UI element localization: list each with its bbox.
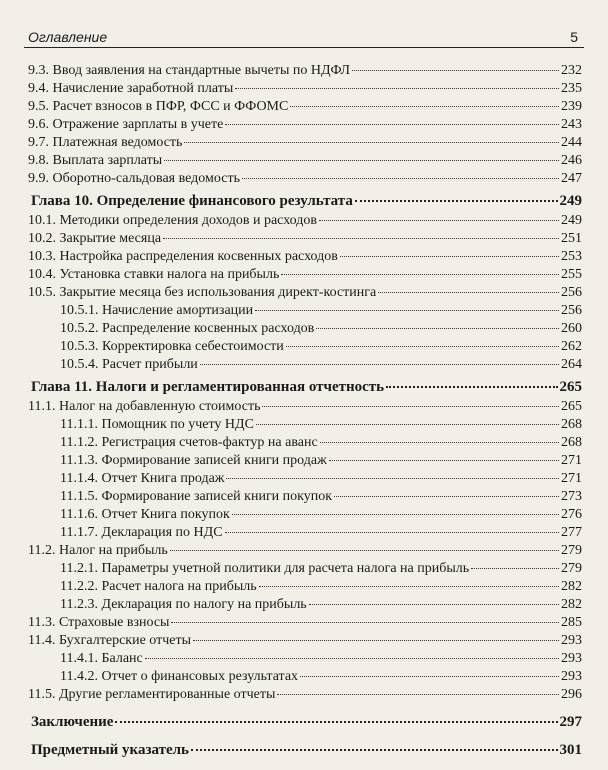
- toc-entry-title: 9.9. Оборотно-сальдовая ведомость: [28, 171, 240, 186]
- toc-entry-page: 293: [561, 633, 582, 648]
- toc-entry[interactable]: [60, 302, 582, 319]
- toc-entry-title: 10.5. Закрытие месяца без использования директ-костинга: [28, 285, 377, 300]
- toc-entry-title: 11.1.1. Помощник по учету НДС: [60, 417, 254, 432]
- toc-entry-page: 265: [561, 399, 582, 414]
- toc-entry-title: 9.5. Расчет взносов в ПФР, ФСС и ФФОМС: [28, 99, 289, 114]
- dot-leader: [471, 568, 559, 569]
- toc-entry[interactable]: [28, 152, 582, 169]
- dot-leader: [259, 586, 559, 587]
- dot-leader: [193, 640, 559, 641]
- dot-leader: [200, 364, 559, 365]
- toc-entry[interactable]: [60, 560, 582, 577]
- toc-entry-page: 264: [561, 357, 582, 372]
- toc-entry[interactable]: [60, 452, 582, 469]
- dot-leader: [163, 238, 559, 239]
- toc-entry[interactable]: [60, 434, 582, 451]
- page-header: [24, 27, 584, 48]
- toc-entry-page: 279: [561, 561, 582, 576]
- toc-entry-page: 251: [561, 231, 582, 246]
- toc-entry-title: Глава 10. Определение финансового результата: [31, 193, 353, 209]
- toc-entry[interactable]: [60, 668, 582, 685]
- dot-leader: [256, 424, 559, 425]
- toc-entry-title: 9.3. Ввод заявления на стандартные вычеты по НДФЛ: [28, 63, 351, 78]
- toc-entry-title: 9.6. Отражение зарплаты в учете: [28, 117, 224, 132]
- toc-entry-page: 271: [561, 453, 582, 468]
- dot-leader: [334, 496, 559, 497]
- toc-entry[interactable]: [60, 356, 582, 373]
- dot-leader: [309, 604, 559, 605]
- toc-entry-page: 260: [561, 321, 582, 336]
- dot-leader: [340, 256, 559, 257]
- toc-entry[interactable]: [60, 578, 582, 595]
- toc-entry-page: 255: [561, 267, 582, 282]
- toc-entry-page: 276: [561, 507, 582, 522]
- toc-entry-title: 11.5. Другие регламентированные отчеты: [28, 687, 276, 702]
- toc-entry[interactable]: [28, 212, 582, 229]
- toc-entry-title: 10.1. Методики определения доходов и расходов: [28, 213, 318, 228]
- toc-entry-title: 10.4. Установка ставки налога на прибыль: [28, 267, 280, 282]
- toc-entry[interactable]: [60, 488, 582, 505]
- toc-entry[interactable]: [28, 632, 582, 649]
- dot-leader: [286, 346, 559, 347]
- toc-entry[interactable]: [60, 506, 582, 523]
- toc-entry-title: 11.4.1. Баланс: [60, 651, 143, 666]
- toc-chapter-entry[interactable]: [31, 742, 582, 759]
- toc-entry[interactable]: [60, 338, 582, 355]
- toc-entry-page: 282: [561, 597, 582, 612]
- toc-entry-title: 9.7. Платежная ведомость: [28, 135, 183, 150]
- dot-leader: [319, 220, 559, 221]
- dot-leader: [235, 88, 559, 89]
- toc-entry-title: 11.4. Бухгалтерские отчеты: [28, 633, 192, 648]
- toc-entry-title: 11.4.2. Отчет о финансовых результатах: [60, 669, 299, 684]
- toc-entry-title: 9.8. Выплата зарплаты: [28, 153, 163, 168]
- toc-chapter-entry[interactable]: [31, 379, 582, 396]
- dot-leader: [262, 406, 559, 407]
- toc-entry[interactable]: [28, 98, 582, 115]
- toc-entry-page: 243: [561, 117, 582, 132]
- toc-entry[interactable]: [28, 398, 582, 415]
- toc-entry-page: 256: [561, 285, 582, 300]
- toc-entry-title: 11.1.3. Формирование записей книги продаж: [60, 453, 327, 468]
- toc-entry-title: 11.1.6. Отчет Книга покупок: [60, 507, 230, 522]
- dot-leader: [352, 70, 559, 71]
- toc-entry-page: 253: [561, 249, 582, 264]
- toc-entry-title: 11.2. Налог на прибыль: [28, 543, 168, 558]
- toc-entry-title: 11.2.1. Параметры учетной политики для расчета налога на прибыль: [60, 561, 470, 576]
- toc-entry-page: 273: [561, 489, 582, 504]
- toc-entry-page: 271: [561, 471, 582, 486]
- dot-leader: [255, 310, 559, 311]
- dot-leader: [300, 676, 559, 677]
- dot-leader: [145, 658, 559, 659]
- dot-leader: [115, 721, 557, 723]
- toc-entry-title: 10.5.2. Распределение косвенных расходов: [60, 321, 315, 336]
- toc-entry-page: 244: [561, 135, 582, 150]
- dot-leader: [355, 200, 558, 202]
- toc-entry-page: 297: [559, 714, 582, 730]
- toc-entry-page: 256: [561, 303, 582, 318]
- dot-leader: [329, 460, 559, 461]
- toc-entry[interactable]: [28, 116, 582, 133]
- toc-entry-title: Предметный указатель: [31, 742, 189, 758]
- toc-entry[interactable]: [60, 596, 582, 613]
- toc-entry-title: 10.5.3. Корректировка себестоимости: [60, 339, 284, 354]
- toc-entry[interactable]: [28, 248, 582, 265]
- toc-entry-title: 9.4. Начисление заработной платы: [28, 81, 234, 96]
- toc-entry[interactable]: [28, 266, 582, 283]
- toc-entry-page: 268: [561, 435, 582, 450]
- page-number: 5: [570, 29, 578, 45]
- toc-entry-page: 293: [561, 669, 582, 684]
- dot-leader: [170, 550, 559, 551]
- toc-entry[interactable]: [60, 320, 582, 337]
- toc-chapter-entry[interactable]: [31, 714, 582, 731]
- dot-leader: [232, 514, 559, 515]
- toc-entry-page: 277: [561, 525, 582, 540]
- toc-entry-page: 296: [561, 687, 582, 702]
- dot-leader: [225, 124, 559, 125]
- toc-entry[interactable]: [28, 134, 582, 151]
- toc-entry-title: 11.2.2. Расчет налога на прибыль: [60, 579, 257, 594]
- toc-entry-page: 249: [561, 213, 582, 228]
- toc-entry[interactable]: [28, 614, 582, 631]
- toc-entry-title: 10.2. Закрытие месяца: [28, 231, 162, 246]
- toc-chapter-entry[interactable]: [31, 193, 582, 210]
- dot-leader: [378, 292, 559, 293]
- toc-entry[interactable]: [60, 650, 582, 667]
- toc-entry-title: 10.3. Настройка распределения косвенных расходов: [28, 249, 338, 264]
- toc-entry-page: 282: [561, 579, 582, 594]
- toc-entry-page: 265: [559, 379, 582, 395]
- toc-entry[interactable]: [28, 80, 582, 97]
- toc-entry-title: 10.5.1. Начисление амортизации: [60, 303, 254, 318]
- toc-entry-title: 11.3. Страховые взносы: [28, 615, 170, 630]
- toc-entry[interactable]: [28, 284, 582, 301]
- toc-entry-page: 235: [561, 81, 582, 96]
- dot-leader: [225, 532, 559, 533]
- dot-leader: [316, 328, 559, 329]
- toc-entry-title: Заключение: [31, 714, 114, 730]
- toc-entry-page: 246: [561, 153, 582, 168]
- dot-leader: [242, 178, 559, 179]
- toc-entry-page: 268: [561, 417, 582, 432]
- toc-entry-title: 11.1.7. Декларация по НДС: [60, 525, 223, 540]
- dot-leader: [320, 442, 559, 443]
- toc-entry-page: 285: [561, 615, 582, 630]
- toc-entry[interactable]: [28, 686, 582, 703]
- toc-entry-page: 279: [561, 543, 582, 558]
- toc-entry[interactable]: [28, 62, 582, 79]
- toc-entry-page: 247: [561, 171, 582, 186]
- dot-leader: [171, 622, 559, 623]
- toc-entry-title: 10.5.4. Расчет прибыли: [60, 357, 198, 372]
- toc-entry-title: 11.1.5. Формирование записей книги покупок: [60, 489, 333, 504]
- toc-entry-title: 11.1. Налог на добавленную стоимость: [28, 399, 261, 414]
- dot-leader: [281, 274, 559, 275]
- toc-entry-page: 249: [559, 193, 582, 209]
- toc-entry-title: 11.1.4. Отчет Книга продаж: [60, 471, 225, 486]
- toc-entry-page: 239: [561, 99, 582, 114]
- toc-entry-page: 232: [561, 63, 582, 78]
- toc-entry-page: 301: [559, 742, 582, 758]
- toc-entry-page: 262: [561, 339, 582, 354]
- toc-entry-title: 11.1.2. Регистрация счетов-фактур на аванс: [60, 435, 318, 450]
- toc-entry[interactable]: [60, 470, 582, 487]
- dot-leader: [386, 386, 557, 388]
- toc-entry[interactable]: [28, 542, 582, 559]
- dot-leader: [184, 142, 559, 143]
- toc-entry[interactable]: [60, 524, 582, 541]
- dot-leader: [290, 106, 559, 107]
- dot-leader: [226, 478, 559, 479]
- toc-entry-title: Глава 11. Налоги и регламентированная отчетность: [31, 379, 385, 395]
- dot-leader: [164, 160, 559, 161]
- dot-leader: [191, 749, 558, 751]
- dot-leader: [277, 694, 559, 695]
- toc-entry[interactable]: [60, 416, 582, 433]
- toc-entry[interactable]: [28, 230, 582, 247]
- toc-entry-page: 293: [561, 651, 582, 666]
- toc-entry[interactable]: [28, 170, 582, 187]
- toc-entry-title: 11.2.3. Декларация по налогу на прибыль: [60, 597, 307, 612]
- running-title: Оглавление: [28, 29, 108, 45]
